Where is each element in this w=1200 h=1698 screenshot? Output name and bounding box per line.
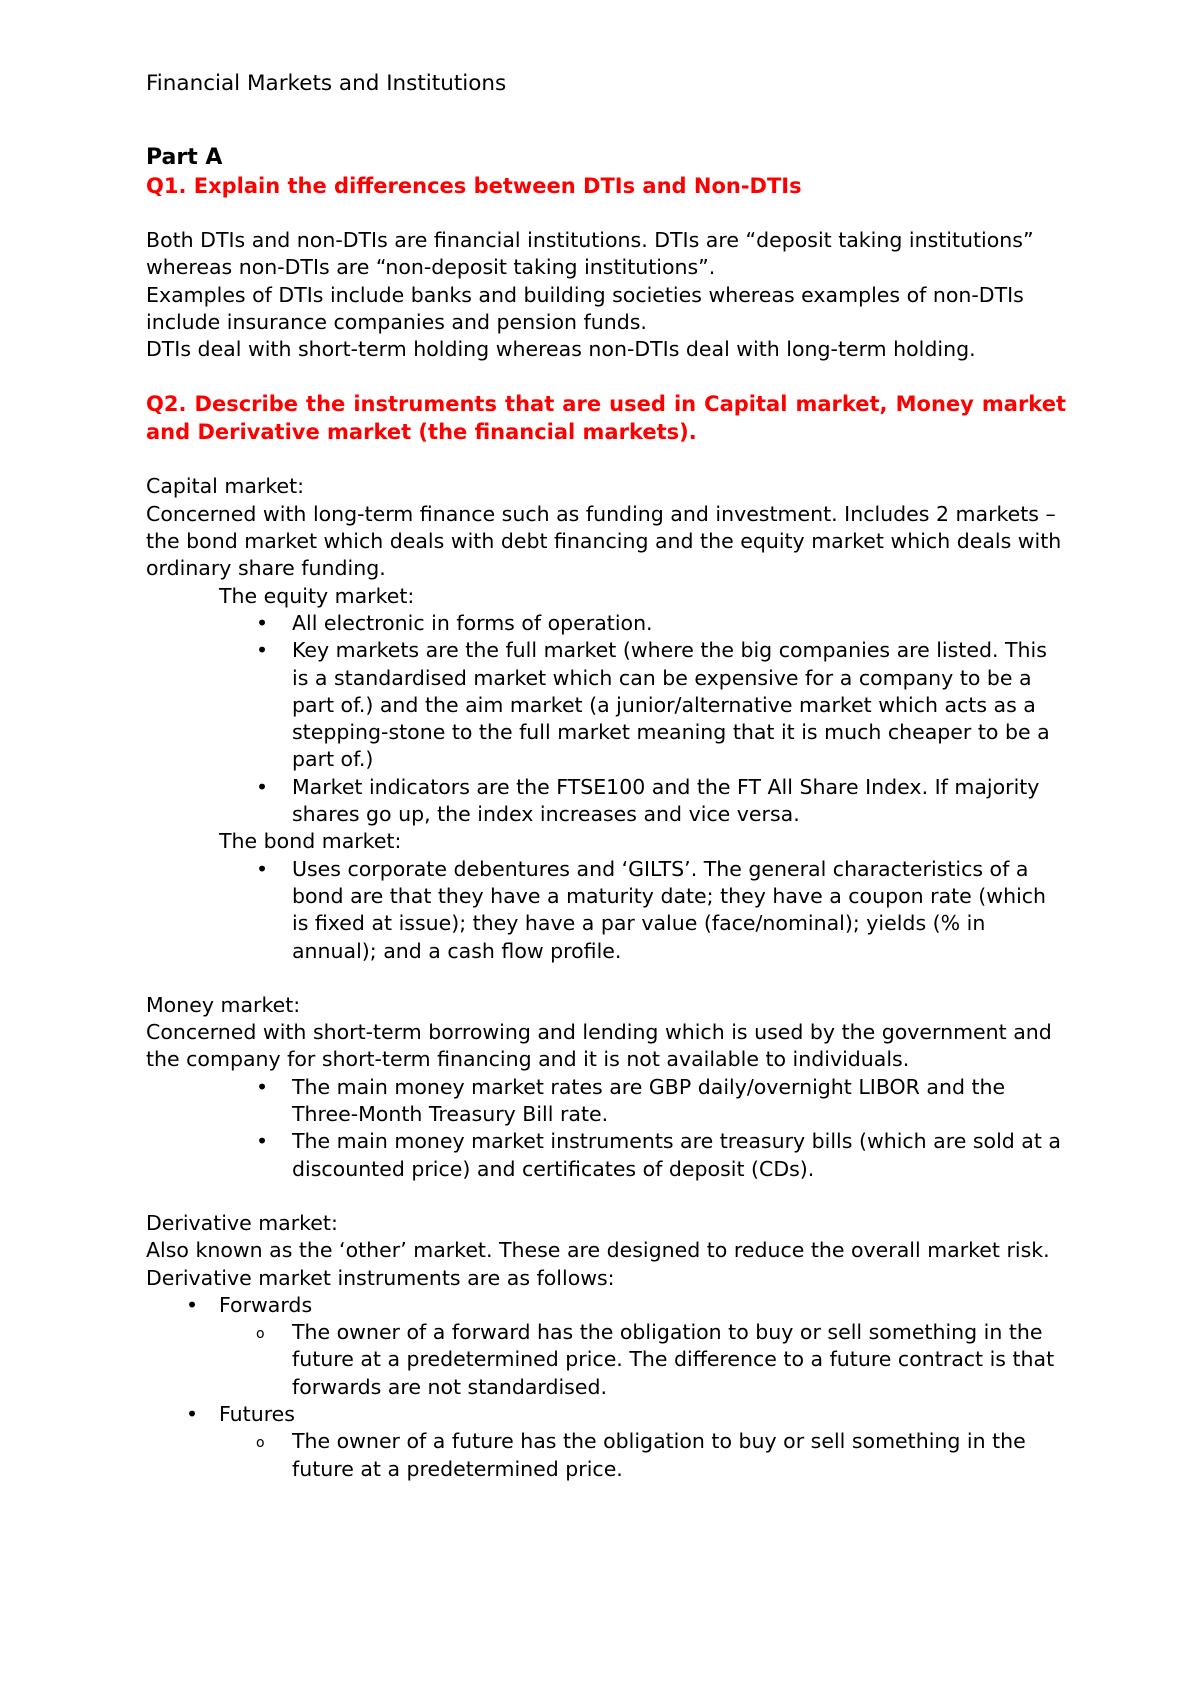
list-item: o The owner of a forward has the obligation to buy or sell something in the future at a predetermined price. The difference to a future contract is that forwards are not standardised. [146,1319,1066,1401]
list-item: o The owner of a future has the obligation to buy or sell something in the future at a predetermined price. [146,1428,1066,1483]
derivative-instruments-intro: Derivative market instruments are as follows: [146,1265,615,1290]
equity-market-list [146,610,1066,828]
capital-market-intro: Concerned with long-term finance such as funding and investment. Includes 2 markets – the bond market which deals with debt financing and the equity market which deals with ordinary share funding. [146,501,1062,581]
derivative-instruments-list [146,1401,1066,1428]
q1-paragraph: DTIs deal with short-term holding whereas non-DTIs deal with long-term holding. [146,337,976,362]
list-item: • The main money market rates are GBP daily/overnight LIBOR and the Three-Month Treasury Bill rate. [146,1074,1066,1129]
page-header: Financial Markets and Institutions [146,71,507,96]
forwards-sublist [146,1319,1066,1401]
list-item: • Market indicators are the FTSE100 and the FT All Share Index. If majority shares go up, the index increases and vice versa. [146,774,1066,829]
bond-market-heading: The bond market: [219,829,402,854]
futures-sublist [146,1428,1066,1483]
capital-market-heading: Capital market: [146,474,305,499]
derivative-market-heading: Derivative market: [146,1210,338,1235]
money-market-heading: Money market: [146,992,301,1017]
part-title: Part A [146,145,223,170]
equity-market-heading: The equity market: [219,583,415,608]
list-item: • Uses corporate debentures and ‘GILTS’. The general characteristics of a bond are that they have a maturity date; they have a coupon rate (which is fixed at issue); they have a par value (face/nominal); yields (% in annual); and a cash flow profile. [146,856,1066,965]
q1-paragraph: Examples of DTIs include banks and building societies whereas examples of non-DTIs include insurance companies and pension funds. [146,282,1024,334]
money-market-intro: Concerned with short-term borrowing and lending which is used by the government and the company for short-term financing and it is not available to individuals. [146,1020,1052,1072]
q2-title: Q2. Describe the instruments that are used in Capital market, Money market and Derivative market (the financial markets). [146,392,1066,445]
q1-title: Q1. Explain the differences between DTIs and Non-DTIs [146,174,802,198]
list-item-forwards: • Forwards [146,1292,1066,1319]
document-body [146,70,1066,1483]
derivative-instruments-list [146,1292,1066,1319]
list-item: • The main money market instruments are treasury bills (which are sold at a discounted price) and certificates of deposit (CDs). [146,1128,1066,1183]
list-item-futures: • Futures [146,1401,1066,1428]
money-market-list [146,1074,1066,1183]
bond-market-list [146,856,1066,965]
q1-paragraph: Both DTIs and non-DTIs are financial institutions. DTIs are “deposit taking institutions” whereas non-DTIs are “non-deposit taking institutions”. [146,228,1034,280]
derivative-market-intro: Also known as the ‘other’ market. These are designed to reduce the overall market risk. [146,1238,1050,1263]
list-item: • Key markets are the full market (where the big companies are listed. This is a standardised market which can be expensive for a company to be a part of.) and the aim market (a junior/alternative market which acts as a stepping-stone to the full market meaning that it is much cheaper to be a part of.) [146,637,1066,773]
list-item: • All electronic in forms of operation. [146,610,1066,637]
